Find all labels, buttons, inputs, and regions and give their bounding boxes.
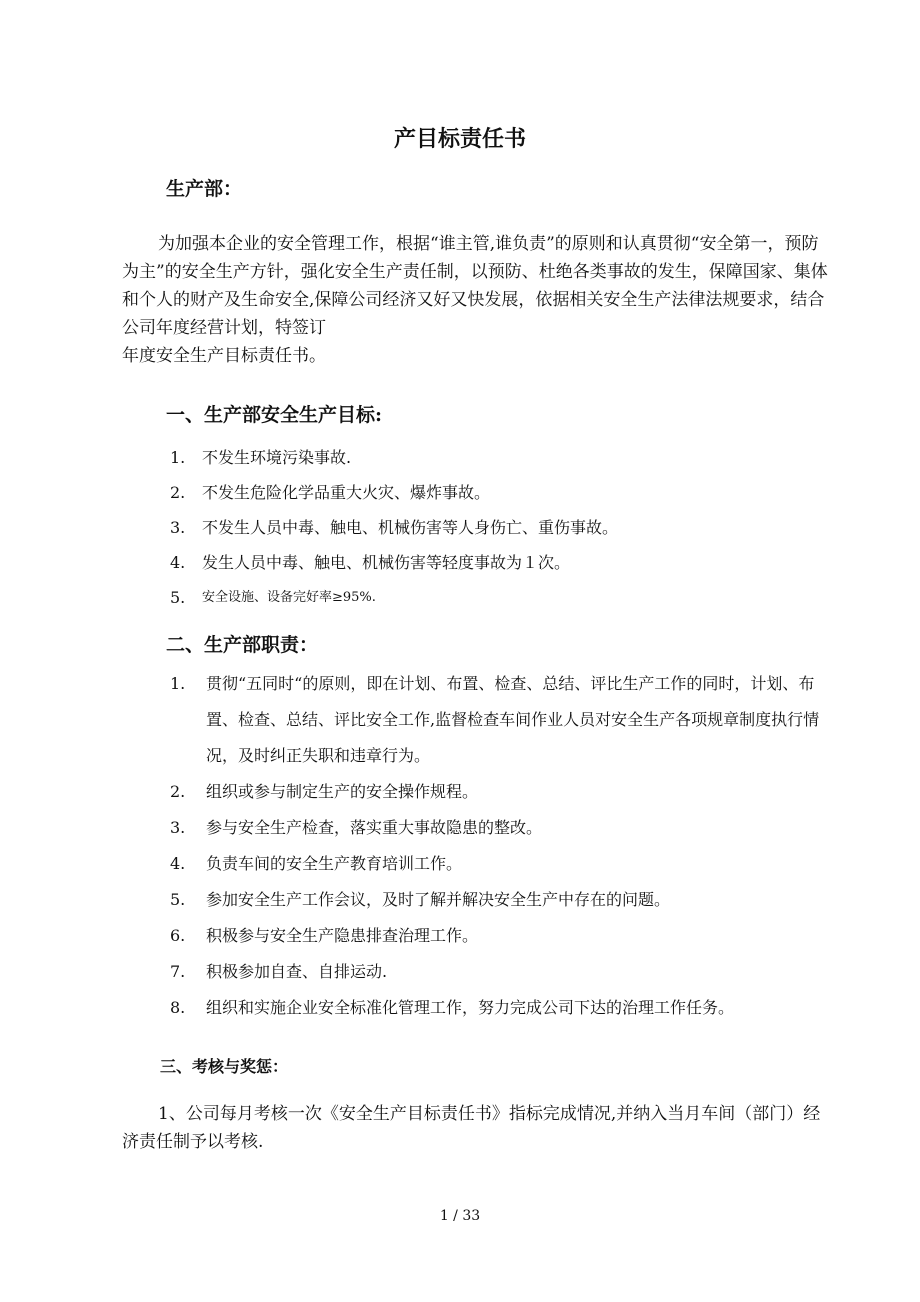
section-assessment-heading: 三、考核与奖惩： — [160, 1057, 289, 1076]
list-item: 2. 不发生危险化学品重大火灾、爆炸事故。 — [170, 483, 491, 502]
intro-tail-text: 年度安全生产目标责任书。 — [122, 346, 326, 366]
document-title: 产目标责任书 — [393, 126, 526, 152]
list-item: 6. 积极参与安全生产隐患排查治理工作。 — [170, 926, 479, 945]
list-item: 1. 不发生环境污染事故. — [170, 448, 352, 467]
list-item: 5. 安全设施、设备完好率≥95%. — [170, 588, 376, 607]
intro-text: 为加强本企业的安全管理工作，根据“谁主管,谁负责”的原则和认真贯彻“安全第一，预防为主”的安全生产方针，强化安全生产责任制，以预防、杜绝各类事故的发生，保障国家、集体和个人的财产及生命安全,保障公司经济又好又快发展，依据相关安全生产法律法规要求，结合公司年度经营计划，特签订 — [122, 234, 828, 338]
list-item: 1. 贯彻“五同时“的原则，即在计划、布置、检查、总结、评比生产工作的同时，计划、布置、检查、总结、评比安全工作,监督检查车间作业人员对安全生产各项规章制度执行情况，及时纠正失职和违章行为。 — [170, 674, 820, 765]
list-item: 2. 组织或参与制定生产的安全操作规程。 — [170, 782, 479, 801]
list-item: 4. 发生人员中毒、触电、机械伤害等轻度事故为１次。 — [170, 553, 571, 572]
page-number: 1 / 33 — [439, 1208, 481, 1224]
list-item: 4. 负责车间的安全生产教育培训工作。 — [170, 854, 463, 873]
list-item: 8. 组织和实施企业安全标准化管理工作，努力完成公司下达的治理工作任务。 — [170, 998, 735, 1017]
duties-list — [170, 666, 830, 1026]
list-item: 5. 参加安全生产工作会议，及时了解并解决安全生产中存在的问题。 — [170, 890, 671, 909]
intro-paragraph — [122, 230, 830, 370]
list-item: 3. 不发生人员中毒、触电、机械伤害等人身伤亡、重伤事故。 — [170, 518, 619, 537]
goals-list — [170, 440, 618, 615]
section-duties-heading: 二、生产部职责： — [166, 634, 319, 656]
department-label: 生产部： — [166, 178, 243, 200]
list-item: 7. 积极参加自查、自排运动. — [170, 962, 388, 981]
list-item: 3. 参与安全生产检查，落实重大事故隐患的整改。 — [170, 818, 543, 837]
assessment-paragraph: 1、公司每月考核一次《安全生产目标责任书》指标完成情况,并纳入当月车间（部门）经济责任制予以考核. — [122, 1104, 821, 1152]
section-goals-heading: 一、生产部安全生产目标: — [166, 404, 383, 426]
